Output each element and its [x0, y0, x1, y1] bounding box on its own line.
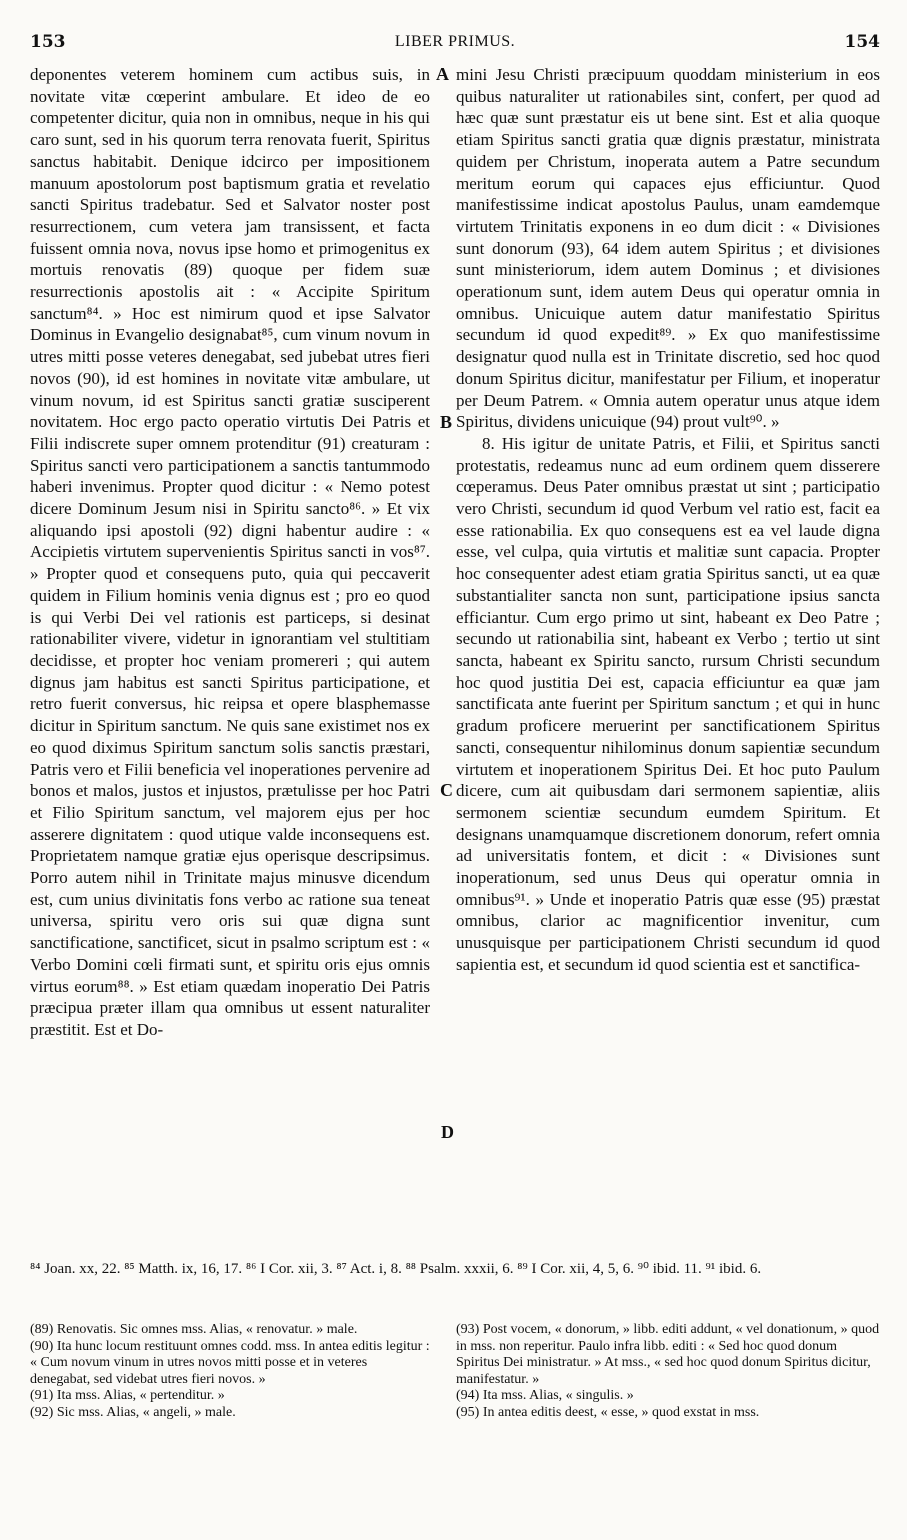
running-title: LIBER PRIMUS. [394, 33, 516, 50]
left-page-number: 153 [30, 32, 66, 52]
footnote [30, 1388, 430, 1405]
footnote [30, 1322, 430, 1339]
margin-marker-d: D [441, 1122, 454, 1142]
margin-marker-c: C [440, 780, 453, 800]
footnote-text: Ita hunc locum restituunt omnes codd. mss. In antea editis legitur : « Cum novum vinum in utres novos mitti posse et in veteres denegabat, sed videbat utres fieri novos. » [30, 1338, 430, 1387]
footnote-text: Ita mss. Alias, « pertenditur. » [56, 1388, 225, 1403]
footnotes-right [456, 1322, 880, 1421]
footnote-number: (91) [30, 1388, 54, 1403]
footnote-text: In antea editis deest, « esse, » quod exstat in mss. [482, 1404, 760, 1420]
footnote-number: (89) [30, 1322, 54, 1337]
margin-marker-b: B [440, 412, 453, 432]
footnote [456, 1388, 880, 1405]
footnote-number: (93) [456, 1322, 480, 1337]
left-column [30, 64, 430, 1041]
footnote [456, 1322, 880, 1388]
footnote [30, 1339, 430, 1389]
footnote-number: (94) [456, 1388, 480, 1403]
footnotes-left [30, 1322, 430, 1421]
footnote-text: Ita mss. Alias, « singulis. » [482, 1388, 634, 1403]
right-column [456, 64, 880, 976]
scripture-references: ⁸⁴ Joan. xx, 22. ⁸⁵ Matth. ix, 16, 17. ⁸⁶ I Cor. xii, 3. ⁸⁷ Act. i, 8. ⁸⁸ Psalm. xxxii, 6. ⁸⁹ I Cor. xii, 4, 5, 6. ⁹⁰ ibid. 11. ⁹¹ ibid. 6. [30, 1261, 762, 1277]
right-column-paragraph-2: 8. His igitur de unitate Patris, et Filii, et Spiritus sancti protestatis, redeamus nunc ad eum ordinem quem disserere cœperamus. Deus Pater omnibus præstat ut sint ; participatio vero Christi, secundum id quod Verbum vel ratio est, facit ea esse rationabilia. Ex quo consequens est ea vel laude digna esse, vel culpa, quia virtutis et malitiæ sunt capacia. Propter hoc consequenter adest etiam gratia Spiritus sancti, ut ea quæ substantialiter sancta non sunt, participatione ipsius sancta efficiantur. Cum ergo primo ut sint, habeant ex Deo Patre ; secundo ut rationabilia sint, habeant ex Verbo ; tertio ut sint sancta, habeant ex Spiritu sancto, rursum Christi secundum hoc quod justitia Dei est, capacia efficiuntur ea quæ jam sanctificata ante fuerint per Spiritum sanctum ; et qui in hunc gradum proficere meruerint per sanctificationem Spiritus sancti, consequentur nihilominus donum sapientiæ secundum virtutem et inoperationem Spiritus Dei. Et hoc puto Paulum dicere, cum ait quibusdam dari sermonem sapientiæ, aliis sermonem scientiæ secundum eumdem Spiritum. Et designans unamquamque discretionem donorum, refert omnia ad universitatis fontem, et dicit : « Divisiones sunt inoperationum, sed unus Deus qui operatur omnia in omnibus⁹¹. » Unde et inoperatio Patris quæ esse (95) præstat omnibus, clarior ac magnificentior invenitur, cum unusquisque per participationem Christi secundum id quod sapientia est, et secundum id quod scientia est et sanctifica- [456, 433, 880, 974]
left-column-paragraph: deponentes veterem hominem cum actibus suis, in novitate vitæ cœperint ambulare. Et ideo de eo competenter dicitur, quia non in omnibus, neque in his qui caro sunt, sed in his quorum terra renovata fuerit, Spiritus sanctus habitabit. Denique idcirco per impositionem manuum apostolorum post baptismum gratia et revelatio sancti Spiritus tradebatur. Sed et Salvator noster post resurrectionem, cum vetera jam transissent, et facta fuissent omnia nova, novus ipse homo et primogenitus ex mortuis renovatis (89) quoque per fidem suæ resurrectionis apostolis ait : « Accipite Spiritum sanctum⁸⁴. » Hoc est nimirum quod et ipse Salvator Dominus in Evangelio designabat⁸⁵, cum vinum novum in utres mitti posse veteres denegabat, sed jubebat utres fieri novos (90), id est homines in novitate vitæ ambulare, ut vinum novum, id est Spiritus sancti gratiæ susciperent novitatem. Hoc ergo pacto operatio virtutis Dei Patris et Filii indiscrete super omnem protenditur (91) creaturam : Spiritus sancti vero participationem a sanctis tantummodo haberi invenimus. Propter quod dicitur : « Nemo potest dicere Dominum Jesum nisi in Spiritu sancto⁸⁶. » Et vix aliquando ipsi apostoli (92) digni habentur audire : « Accipietis virtutem supervenientis Spiritus sancti in vos⁸⁷. » Propter quod et consequens puto, quia qui peccaverit quidem in Filium hominis venia dignus est ; pro eo quod is qui Verbi Dei vel rationis est particeps, si desinat rationabiliter vivere, videtur in ignorantiam vel stultitiam decidisse, et propter hoc veniam promereri ; qui autem dignus jam habitus est sancti Spiritus participatione, et retro fuerit conversus, hic reipsa et opere blasphemasse dicitur in Spiritum sanctum. Ne quis sane existimet nos ex eo quod diximus Spiritum sanctum solis sanctis præstari, Patris vero et Filii beneficia vel inoperationes pervenire ad bonos et malos, justos et injustos, prætulisse per hoc Patri et Filio Spiritum sanctum, vel majorem ejus per hoc asserere dignitatem : quod utique valde inconsequens est. Proprietatem namque gratiæ ejus operisque descripsimus. Porro autem nihil in Trinitate majus minusve dicendum est, cum unius divinitatis fons verbo ac ratione sua teneat universa, spiritu vero oris sui quæ digna sunt sanctificatione, sanctificet, sicut in psalmo scriptum est : « Verbo Domini cœli firmati sunt, et spiritu oris ejus omnis virtus eorum⁸⁸. » Est etiam quædam inoperatio Dei Patris præcipua præter illam qua omnibus ut essent naturaliter præstitit. Est et Do- [30, 65, 430, 1039]
footnote-text: Sic mss. Alias, « angeli, » male. [56, 1404, 236, 1420]
right-column-paragraph-1: mini Jesu Christi præcipuum quoddam ministerium in eos quibus naturaliter ut rationabiles sint, confert, per quod ad hæc quæ sunt præstatur eis ut bene sint. Est et alia quoque etiam Spiritus sancti gratia quæ dignis præstatur, ministrata quidem per Christum, inoperata autem a Patre secundum meritum eorum qui capaces ejus efficiuntur. Quod manifestissime indicat apostolus Paulus, unam eamdemque virtutem Trinitatis exponens in eo dum dicit : « Divisiones sunt donorum (93), 64 idem autem Spiritus ; et divisiones sunt ministeriorum, idem autem Dominus ; et divisiones operationum sunt, idem autem Deus qui operatur omnia in omnibus. Unicuique autem datur manifestatio Spiritus secundum id quod expedit⁸⁹. » Ex quo manifestissime designatur quod nulla est in Trinitate discretio, sed hoc quod donum Spiritus dicitur, manifestatur per Filium, et inoperatur per Deum Patrem. « Omnia autem operatur unus atque idem Spiritus, dividens unicuique (94) prout vult⁹⁰. » [456, 65, 880, 432]
footnote-number: (90) [30, 1338, 54, 1354]
footnote-number: (95) [456, 1404, 480, 1420]
footnote-number: (92) [30, 1404, 54, 1420]
page-header [30, 32, 880, 56]
footnote [30, 1405, 430, 1422]
margin-marker-a: A [436, 64, 449, 84]
footnote-text: Post vocem, « donorum, » libb. editi addunt, « vel donationum, » quod in mss. non reperitur. Paulo infra libb. editi : « Sed hoc quod donum Spiritus Dei ministratur. » At mss., « sed hoc quod donum Spiritus dicitur, manifestatur. » [456, 1322, 880, 1387]
footnote [456, 1405, 880, 1422]
right-page-number: 154 [844, 32, 880, 52]
footnote-text: Renovatis. Sic omnes mss. Alias, « renovatur. » male. [56, 1322, 358, 1337]
